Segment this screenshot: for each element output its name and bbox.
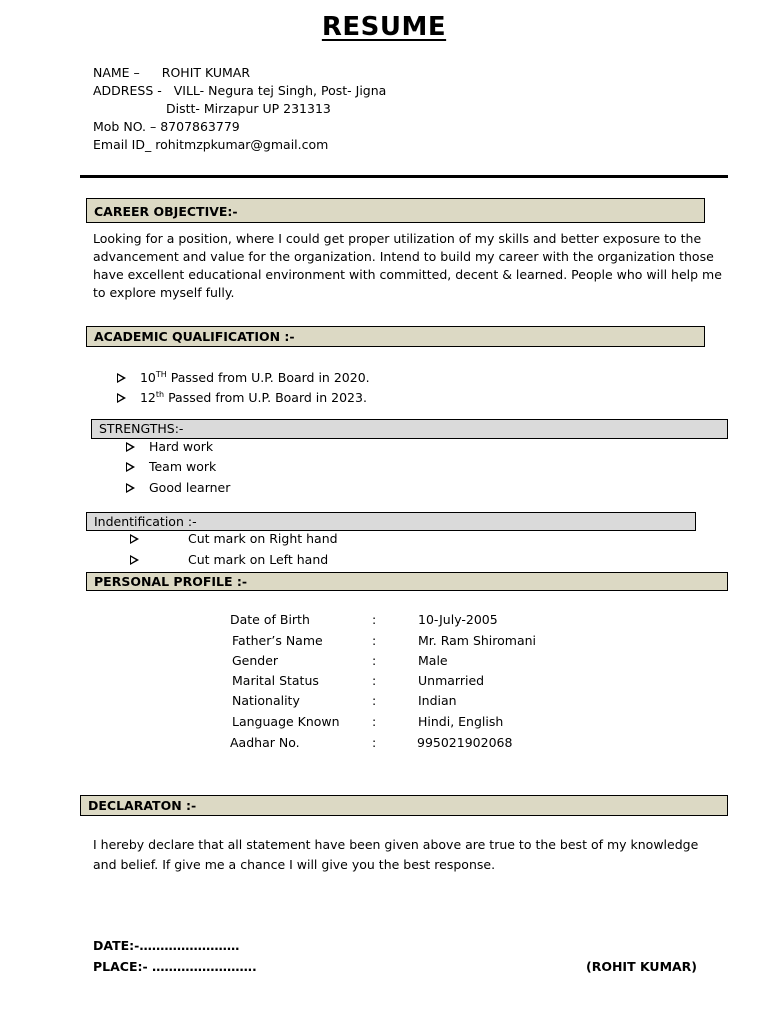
header-divider [80,175,728,178]
identification-item: Cut mark on Left hand [130,551,328,569]
name-line [93,64,250,82]
signature-name: (ROHIT KUMAR) [586,959,698,974]
profile-label-language: Language Known [232,714,340,729]
profile-value-gender: Male [418,653,448,668]
address-line-1 [93,82,386,100]
arrow-bullet-icon [126,483,135,493]
identification-item: Cut mark on Right hand [130,530,338,548]
address-label: ADDRESS - [93,83,162,98]
arrow-bullet-icon [117,393,126,403]
address-line-2: Distt- Mirzapur UP 231313 [166,101,331,116]
profile-separator: : [372,633,377,648]
academic-item: 10TH Passed from U.P. Board in 2020. [117,366,370,387]
candidate-name: ROHIT KUMAR [161,65,251,80]
profile-value-marital: Unmarried [418,673,485,688]
section-identification: Indentification :- [86,512,696,531]
profile-separator: : [372,653,377,668]
section-career-objective: CAREER OBJECTIVE:- [86,198,705,223]
profile-label-marital: Marital Status [232,673,319,688]
profile-label-father: Father’s Name [232,633,323,648]
arrow-bullet-icon [117,373,126,383]
strength-item: Good learner [126,479,230,497]
profile-separator: : [372,673,377,688]
career-objective-text: Looking for a position, where I could get proper utilization of my skills and better exposure to the advancement and value for the organization. Intend to build my career with the organization those have excellent educational environment with committed, decent & learned. People who will help me to explore myself fully. [93,231,722,300]
place-field: PLACE:- ……………………. [93,959,257,974]
email-line [93,136,328,154]
profile-label-dob: Date of Birth [230,612,310,627]
profile-label-aadhar: Aadhar No. [230,735,300,750]
address-value-1: VILL- Negura tej Singh, Post- Jigna [173,83,387,98]
mobile-line [93,118,240,136]
strength-item: Team work [126,458,216,476]
section-academic-qualification: ACADEMIC QUALIFICATION :- [86,326,705,347]
arrow-bullet-icon [126,442,135,452]
arrow-bullet-icon [130,534,139,544]
date-field: DATE:-…………………… [93,938,240,953]
arrow-bullet-icon [126,462,135,472]
academic-item: 12th Passed from U.P. Board in 2023. [117,386,367,407]
mobile-number: 8707863779 [160,119,240,134]
declaration-text: I hereby declare that all statement have been given above are true to the best of my knowledge and belief. If give me a chance I will give you the best response. [93,837,699,872]
profile-value-aadhar: 995021902068 [417,735,513,750]
profile-value-nationality: Indian [418,693,457,708]
mobile-label: Mob NO. – [93,119,157,134]
name-label: NAME – [93,65,140,80]
email-label: Email ID_ [93,137,152,152]
profile-label-gender: Gender [232,653,279,668]
profile-value-dob: 10-July-2005 [418,612,498,627]
section-personal-profile: PERSONAL PROFILE :- [86,572,728,591]
section-strengths: STRENGTHS:- [91,419,728,439]
profile-label-nationality: Nationality [232,693,300,708]
profile-separator: : [372,714,377,729]
resume-title: RESUME [321,12,447,42]
profile-separator: : [372,693,377,708]
section-declaration: DECLARATON :- [80,795,728,816]
profile-value-language: Hindi, English [418,714,504,729]
profile-value-father: Mr. Ram Shiromani [418,633,537,648]
email-address: rohitmzpkumar@gmail.com [155,137,329,152]
strength-item: Hard work [126,438,213,456]
profile-separator: : [372,612,377,627]
profile-separator: : [372,735,377,750]
arrow-bullet-icon [130,555,139,565]
